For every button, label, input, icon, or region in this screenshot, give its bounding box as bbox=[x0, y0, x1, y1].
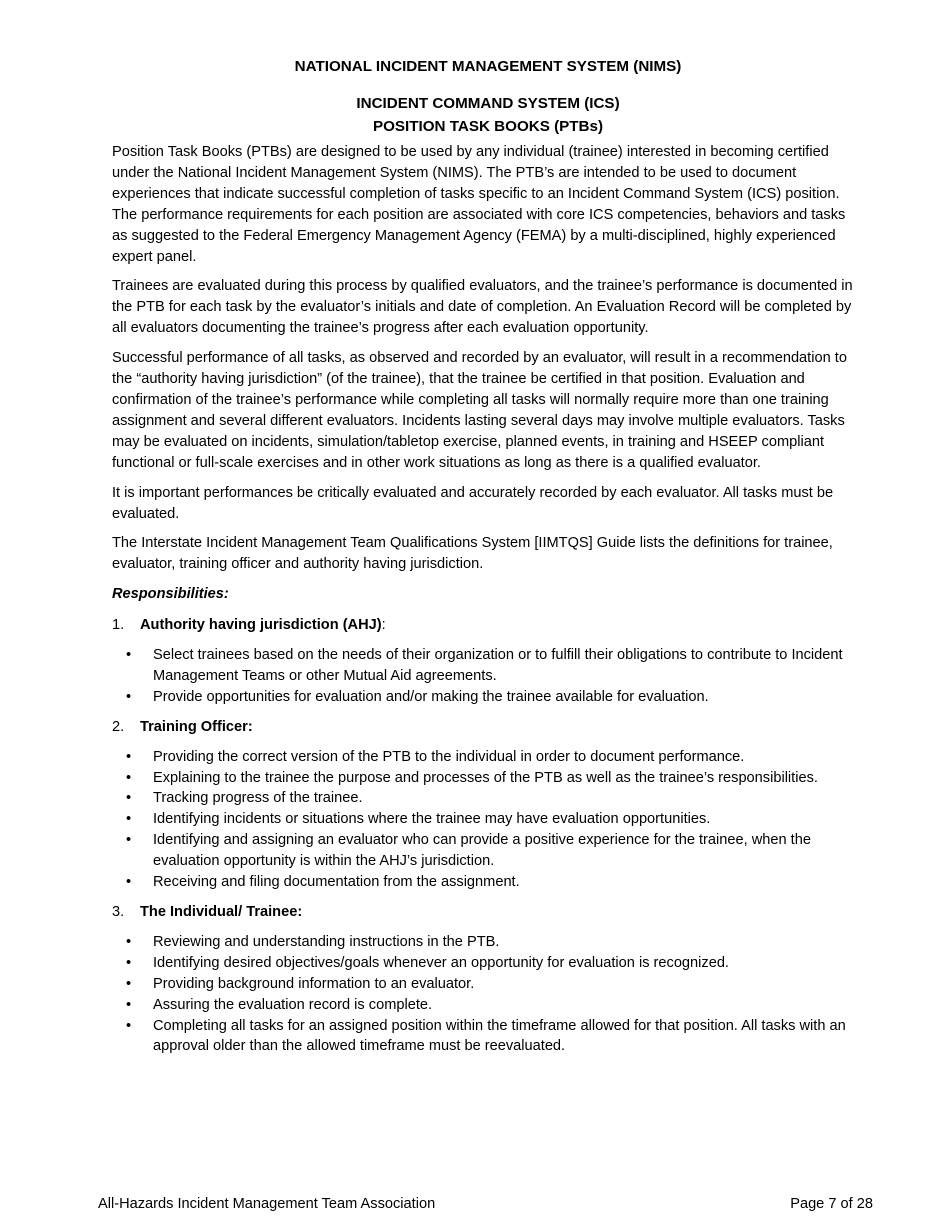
bullet-icon: • bbox=[126, 688, 132, 705]
list-item bbox=[112, 788, 864, 809]
responsibility-section-trainee bbox=[112, 902, 864, 923]
page-footer bbox=[98, 1194, 873, 1214]
section-label-suffix: : bbox=[381, 617, 386, 634]
list-item bbox=[112, 687, 864, 708]
training-officer-bullet-list bbox=[112, 747, 864, 893]
list-item bbox=[112, 974, 864, 995]
definitions-paragraph: The Interstate Incident Management Team Qualifications System [IIMTQS] Guide lists the definitions for trainee, evaluator, training officer and authority having jurisdiction. bbox=[112, 535, 833, 573]
intro-paragraph: Position Task Books (PTBs) are designed to be used by any individual (trainee) interested in becoming certified under the National Incident Management System (NIMS). The PTB’s are intended to be used to document experiences that indicate successful completion of tasks specific to an Incident Command System (ICS) position. The performance requirements for each position are associated with core ICS competencies, behaviors and tasks as suggested to the Federal Emergency Management Agency (FEMA) by a multi-disciplined, highly experienced expert panel. bbox=[112, 144, 846, 265]
list-item bbox=[112, 747, 864, 768]
importance-paragraph: It is important performances be critically evaluated and accurately recorded by each evaluator. All tasks must be evaluated. bbox=[112, 484, 834, 522]
list-item-text: Receiving and filing documentation from the assignment. bbox=[153, 874, 520, 891]
list-item-text: Tracking progress of the trainee. bbox=[153, 790, 363, 807]
bullet-icon: • bbox=[126, 933, 132, 950]
list-item-text: Select trainees based on the needs of their organization or to fulfill their obligations to contribute to Incident Management Teams or other Mutual Aid agreements. bbox=[153, 647, 843, 684]
section-label: The Individual/ Trainee: bbox=[140, 904, 303, 920]
list-item-text: Completing all tasks for an assigned position within the timeframe allowed for that position. All tasks with an approval older than the allowed timeframe must be reevaluated. bbox=[153, 1017, 846, 1055]
list-item-text: Assuring the evaluation record is complete. bbox=[153, 996, 433, 1013]
section-number: 2. bbox=[112, 718, 125, 735]
section-number: 1. bbox=[112, 617, 125, 634]
list-item bbox=[112, 768, 864, 789]
performance-paragraph: Successful performance of all tasks, as observed and recorded by an evaluator, will result in a recommendation to the “authority having jurisdiction” (of the trainee), that the trainee be certified in that position. Evaluation and confirmation of the trainee’s performance while completing all tasks will normally require more than one training assignment and several different evaluators. Incidents lasting several days may involve multiple evaluators. Tasks may be evaluated on incidents, simulation/tabletop exercise, planned events, in training and HSEEP compliant functional or full-scale exercises and in other work situations as long as there is a qualified evaluator. bbox=[112, 350, 847, 471]
section-label: Training Officer: bbox=[140, 718, 253, 735]
list-item-text: Provide opportunities for evaluation and/or making the trainee available for evaluation. bbox=[153, 688, 709, 705]
bullet-icon: • bbox=[126, 769, 132, 786]
section-label: Authority having jurisdiction (AHJ) bbox=[140, 617, 382, 634]
bullet-icon: • bbox=[126, 811, 132, 828]
list-item bbox=[112, 995, 864, 1016]
list-item-text: Providing background information to an evaluator. bbox=[153, 975, 475, 992]
list-item bbox=[112, 932, 864, 953]
bullet-icon: • bbox=[126, 1017, 132, 1034]
section-number: 3. bbox=[112, 904, 125, 920]
bullet-icon: • bbox=[126, 790, 132, 807]
list-item bbox=[112, 872, 864, 893]
list-item-text: Identifying desired objectives/goals whenever an opportunity for evaluation is recognized. bbox=[153, 954, 729, 971]
evaluation-paragraph: Trainees are evaluated during this process by qualified evaluators, and the trainee’s performance is documented in the PTB for each task by the evaluator’s initials and date of completion. An Evaluation Record will be completed by all evaluators documenting the trainee’s progress after each evaluation opportunity. bbox=[112, 278, 853, 337]
bullet-icon: • bbox=[126, 647, 132, 664]
list-item-text: Identifying incidents or situations where the trainee may have evaluation opportunities. bbox=[153, 811, 711, 828]
footer-organization: All-Hazards Incident Management Team Association bbox=[98, 1196, 436, 1212]
bullet-icon: • bbox=[126, 954, 132, 971]
responsibility-section-training-officer bbox=[112, 717, 864, 738]
responsibility-section-ahj bbox=[112, 615, 864, 636]
subtitle-line-ptb: POSITION TASK BOOKS (PTBs) bbox=[372, 118, 604, 135]
list-item bbox=[112, 830, 864, 872]
bullet-icon: • bbox=[126, 832, 132, 849]
footer-page-number: Page 7 of 28 bbox=[790, 1196, 873, 1212]
list-item-text: Providing the correct version of the PTB to the individual in order to document performance. bbox=[153, 748, 745, 765]
trainee-bullet-list bbox=[112, 932, 864, 1057]
list-item bbox=[112, 645, 864, 687]
responsibilities-heading: Responsibilities: bbox=[112, 586, 229, 603]
list-item bbox=[112, 953, 864, 974]
ahj-bullet-list bbox=[112, 645, 864, 708]
list-item bbox=[112, 1016, 864, 1058]
list-item-text: Reviewing and understanding instructions in the PTB. bbox=[153, 933, 500, 950]
bullet-icon: • bbox=[126, 748, 132, 765]
bullet-icon: • bbox=[126, 975, 132, 992]
list-item-text: Identifying and assigning an evaluator who can provide a positive experience for the trainee, when the evaluation opportunity is within the AHJ’s jurisdiction. bbox=[153, 832, 811, 870]
bullet-icon: • bbox=[126, 874, 132, 891]
list-item-text: Explaining to the trainee the purpose and processes of the PTB as well as the trainee’s responsibilities. bbox=[153, 769, 818, 786]
bullet-icon: • bbox=[126, 996, 132, 1013]
list-item bbox=[112, 809, 864, 830]
document-page bbox=[112, 56, 864, 1066]
document-title: NATIONAL INCIDENT MANAGEMENT SYSTEM (NIMS) bbox=[294, 58, 682, 75]
subtitle-line-ics: INCIDENT COMMAND SYSTEM (ICS) bbox=[356, 95, 620, 112]
document-subtitle bbox=[112, 92, 864, 138]
